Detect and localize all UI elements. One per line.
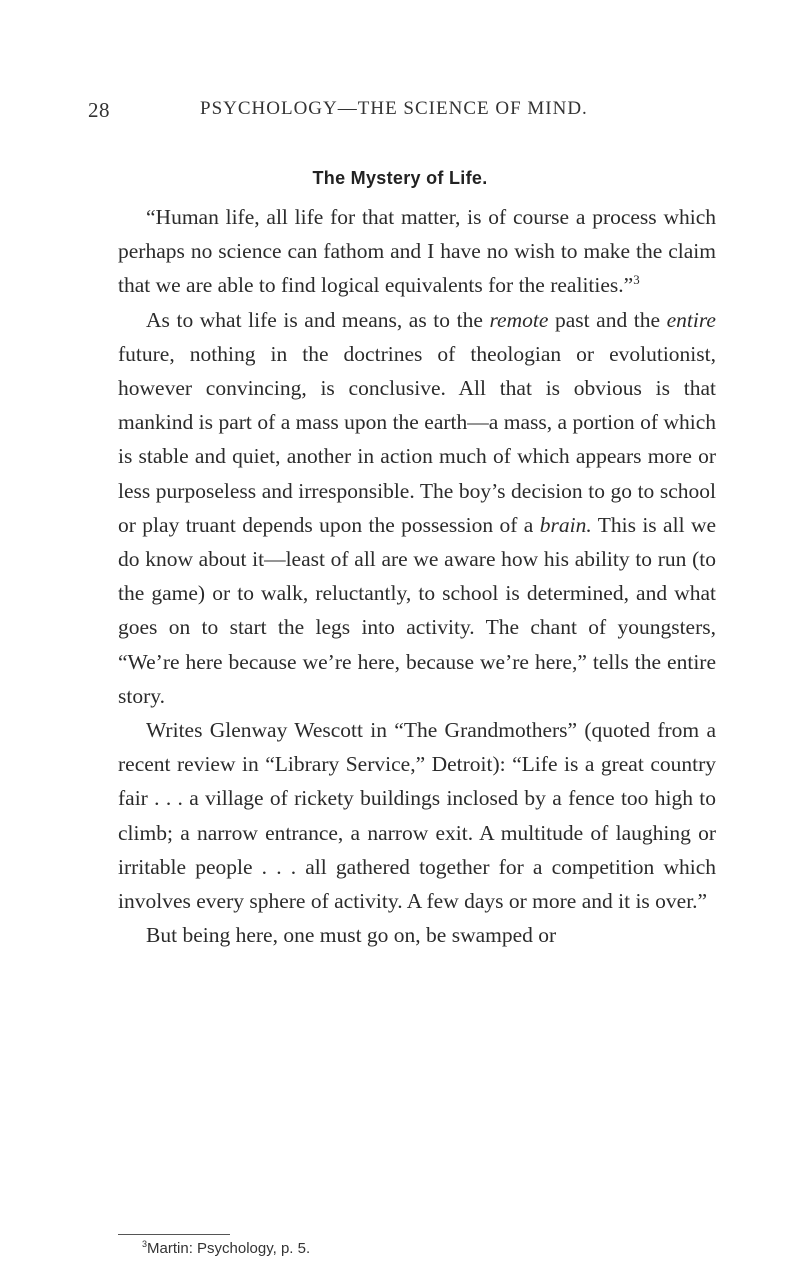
footnote-reference: 3 [633,273,640,288]
paragraph-1-text: “Human life, all life for that matter, is of course a process which perhaps no science can fathom and I have no wish to make the claim that we are able to find logical equivalents for the realities.” [118,205,716,298]
footnote-marker: 3 [142,1239,148,1249]
emphasis-remote: remote [489,307,549,332]
footnote-divider [118,1234,230,1235]
paragraph-1 [118,200,716,303]
emphasis-entire: entire [666,307,716,332]
running-title: PSYCHOLOGY—THE SCIENCE OF MIND. [200,98,588,119]
paragraph-4: But being here, one must go on, be swamped or [146,923,557,948]
paragraph-3: Writes Glenway Wescott in “The Grandmothers” (quoted from a recent review in “Library Service,” Detroit): “Life is a great country fair . . . a village of rickety buildings inclosed by a fence too high to climb; a narrow entrance, a narrow exit. A multitude of laughing or irritable people . . . all gathered together for a competition which involves every sphere of activity. A few days or more and it is over.” [118,718,716,914]
running-head [88,98,728,134]
page-number: 28 [88,98,110,122]
emphasis-brain: brain. [539,512,592,537]
paragraph-2-text-d: This is all we do know about it—least of all are we aware how his ability to run (to the game) or to walk, reluctantly, to school is determined, and what goes on to start the legs into activity. The chant of youngsters, “We’re here because we’re here, because we’re here,” tells the entire story. [118,512,717,708]
section-heading: The Mystery of Life. [312,168,488,188]
footnote [142,1240,310,1257]
body-text [118,200,716,952]
paragraph-2-text-c: future, nothing in the doctrines of theologian or evolutionist, however convincing, is conclusive. All that is obvious is that mankind is part of a mass upon the earth—a mass, a portion of which is stable and quiet, another in action much of which appears more or less purposeless and irresponsible. The boy’s decision to go to school or play truant depends upon the possession of a [118,341,716,537]
paragraph-2 [118,303,716,713]
paragraph-2-text-a: As to what life is and means, as to the [146,307,490,332]
footnote-text: Martin: Psychology, p. 5. [147,1240,311,1257]
paragraph-2-text-b: past and the [548,307,667,332]
